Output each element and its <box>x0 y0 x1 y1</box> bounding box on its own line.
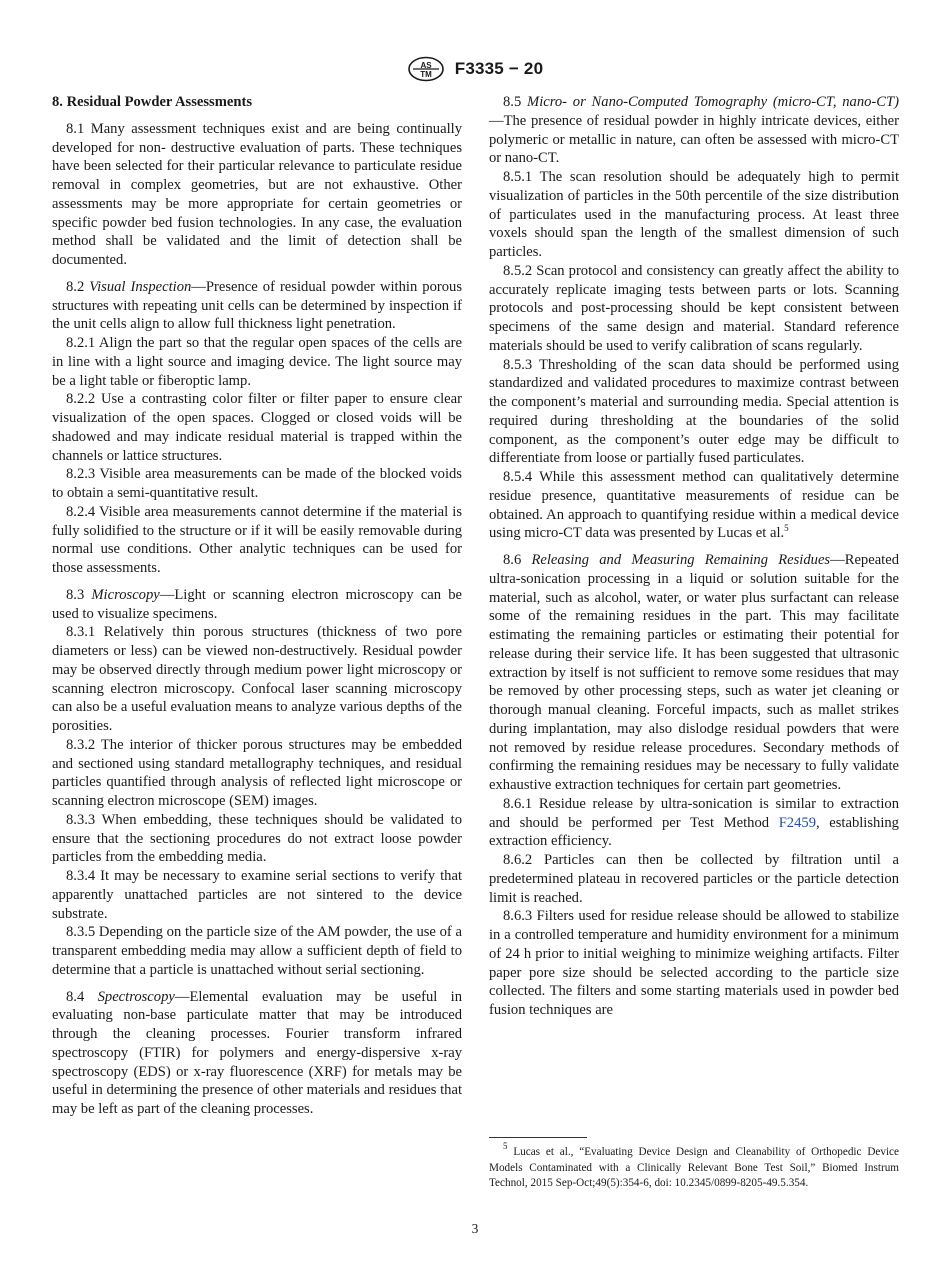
clause-number: 8.5 <box>503 94 528 110</box>
paragraph-8-6-3: 8.6.3 Filters used for residue release should be allowed to stabilize in a controlled temperature and humidity environment for a minimum of 24 h prior to initial weighing to minimize weighing artifacts. Filter paper pore size should be selected according to the particle size collected. The filters and some starting materials used in powder bed fusion techniques are <box>489 908 899 1018</box>
right-column <box>489 93 899 1020</box>
clause-body: —Repeated ultra-sonication processing in a liquid or solution suitable for the material, such as alcohol, water, or water plus surfactant can release some of the remaining residues in the part. This may facilitate estimating the remaining particles or estimating their potential for release during their service life. It has been suggested that ultrasonic extraction by itself is not sufficient to remove some residues that may be removed by other processing steps, such as water jet cleaning or thorough manual cleaning. Forceful impacts, such as mallet strikes during implantation, may also dislodge residual powders that were not removed by residue release procedures. Secondary methods of confirming the remaining residues may be necessary to fully validate exhaustive extraction techniques for certain part geometries. <box>489 552 900 793</box>
clause-body: 8.5.4 While this assessment method can qualitatively determine residue presence, quantitative measurements of residue can be obtained. An approach to quantifying residue within a medical device using micro-CT data was presented by Lucas et al. <box>489 469 899 542</box>
paragraph-8-5-2: 8.5.2 Scan protocol and consistency can greatly affect the ability to accurately replicate imaging tests between parts or lots. Scanning protocols and post-processing should be kept consistent between specimens of the same design and material. Standard reference materials should be used to verify calibration of scans regularly. <box>489 262 899 354</box>
astm-logo-icon <box>407 56 445 82</box>
paragraph-8-6-1 <box>489 795 899 851</box>
footnote-divider <box>489 1137 587 1138</box>
paragraph-8-6 <box>489 551 899 795</box>
footnote-reference[interactable]: 5 <box>784 523 789 534</box>
paragraph-8-5 <box>489 93 899 168</box>
section-heading: 8. Residual Powder Assessments <box>52 94 253 110</box>
paragraph-8-5-4 <box>489 468 899 543</box>
paragraph-8-5-1: 8.5.1 The scan resolution should be adequately high to permit visualization of particles in the 50th percentile of the size distribution of particulates used in the manufacturing process. At least three voxels should span the length of the smallest dimension of such particles. <box>489 169 899 260</box>
clause-title: Micro- or Nano-Computed Tomography (micro-CT, nano-CT) <box>527 94 899 110</box>
clause-body: —Light or scanning electron microscopy can be used to visualize specimens. <box>52 586 462 622</box>
paragraph-8-2-1: 8.2.1 Align the part so that the regular open spaces of the cells are in line with a light source and imaging device. The light source may be a light table or fiberoptic lamp. <box>52 335 462 389</box>
paragraph-8-2 <box>52 278 462 334</box>
footnote-text <box>489 1141 900 1192</box>
paragraph-8-3-5: 8.3.5 Depending on the particle size of the AM powder, the use of a transparent embedding media may allow a sufficient depth of field to determine that a particle is unattached without serial sectioning. <box>52 924 462 978</box>
clause-number: 8.4 <box>66 988 98 1005</box>
page-header <box>0 56 950 82</box>
clause-number: 8.2 <box>66 278 90 295</box>
clause-title: Microscopy <box>91 586 160 603</box>
footnote-citation: Lucas et al., “Evaluating Device Design and Cleanability of Orthopedic Device Models Contaminated with a Clinically Relevant Bone Test Soil,” <box>489 1146 899 1174</box>
standard-link-f2459[interactable]: F2459 <box>778 814 816 831</box>
clause-title: Spectroscopy <box>97 988 175 1005</box>
paragraph-8-5-3: 8.5.3 Thresholding of the scan data should be performed using standardized and validated procedures to maximize contrast between the component’s material and surrounding media. Special attention is required during thresholding at the boundaries of the solid component, as the component’s outer edge may be difficult to differentiate from loose or partially fused particulates. <box>489 356 899 467</box>
paragraph-8-6-2: 8.6.2 Particles can then be collected by filtration until a predetermined plateau in recovered particles or the particle detection limit is reached. <box>489 852 899 906</box>
page-number: 3 <box>471 1221 479 1236</box>
paragraph-8-4 <box>52 988 462 1119</box>
paragraph-8-2-4: 8.2.4 Visible area measurements cannot determine if the material is fully solidified to the structure or if it will be easily removable during normal use conditions. Other analytic techniques can be used for those assessments. <box>52 503 462 576</box>
paragraph-8-3-1: 8.3.1 Relatively thin porous structures (thickness of two pore diameters or less) can be viewed non-destructively. Residual powder may be observed directly through medium power light microscopy or scanning electron microscopy. Confocal laser scanning microscopy can also be a useful evaluation means to analyze various depths of the porosities. <box>52 624 462 734</box>
clause-body: —The presence of residual powder in highly intricate devices, either polymeric or metallic in nature, can often be assessed with micro-CT or nano-CT. <box>489 112 899 167</box>
footnote-marker: 5 <box>503 1141 508 1151</box>
paragraph-8-2-2: 8.2.2 Use a contrasting color filter or filter paper to ensure clear visualization of the open spaces. Clogged or closed voids will be shadowed and may indicate residual material is trapped within the channels or lattice structures. <box>52 391 462 464</box>
footnote-journal: Biomed Instrum Technol <box>489 1161 900 1189</box>
paragraph-8-3-3: 8.3.3 When embedding, these techniques should be validated to ensure that the sectioning procedures do not extract loose powder particles from the embedding media. <box>52 811 462 866</box>
clause-body: —Presence of residual powder within porous structures with repeating unit cells can be determined by inspection if the unit cells align to allow full thickness light penetration. <box>52 278 463 333</box>
paragraph-8-1: 8.1 Many assessment techniques exist and are being continually developed for non- destructive evaluation of parts. These techniques have been selected for their particular relevance to particulate residue removal in complex geometries, but are not exhaustive. Other assessments may be more appropriate for certain geometries or specific powder bed fusion technologies. In any case, the evaluation method shall be validated and the limit of detection shall be documented. <box>52 120 462 268</box>
clause-number: 8.6 <box>503 552 532 568</box>
clause-body: —Elemental evaluation may be useful in evaluating non-base particulate matter that may be introduced through the cleaning processes. Fourier transform infrared spectroscopy (FTIR) for polymers and energy-dispersive x-ray spectroscopy (EDS) or x-ray fluorescence (XRF) for metals may be useful in determining the presence of other materials and residues that may be left as part of the cleaning processes. <box>52 988 463 1117</box>
paragraph-8-3 <box>52 586 462 624</box>
paragraph-8-3-4: 8.3.4 It may be necessary to examine serial sections to verify that apparently unattached particles are not sintered to the device substrate. <box>52 868 462 922</box>
document-number: F3335 − 20 <box>454 59 544 78</box>
paragraph-8-2-3: 8.2.3 Visible area measurements can be made of the blocked voids to obtain a semi-quantitative result. <box>52 466 462 501</box>
left-column <box>52 93 462 1119</box>
clause-body: 8.6.1 Residue release by ultra-sonication is similar to extraction and should be performed per Test Method <box>489 795 899 831</box>
clause-body: , establishing extraction efficiency. <box>489 814 899 850</box>
svg-text:AS: AS <box>420 61 432 70</box>
footnote <box>489 1141 900 1192</box>
clause-title: Releasing and Measuring Remaining Residues <box>531 552 831 568</box>
paragraph-8-3-2: 8.3.2 The interior of thicker porous structures may be embedded and sectioned using standard metallography techniques, and residual particles quantified through analysis of reflected light microscope or scanning electron microscope (SEM) images. <box>52 736 462 809</box>
clause-title: Visual Inspection <box>89 278 192 295</box>
clause-number: 8.3 <box>66 586 92 603</box>
svg-text:TM: TM <box>419 70 432 79</box>
footnote-citation-tail: , 2015 Sep-Oct;49(5):354-6, doi: 10.2345/0899-8205-49.5.354. <box>524 1177 809 1189</box>
